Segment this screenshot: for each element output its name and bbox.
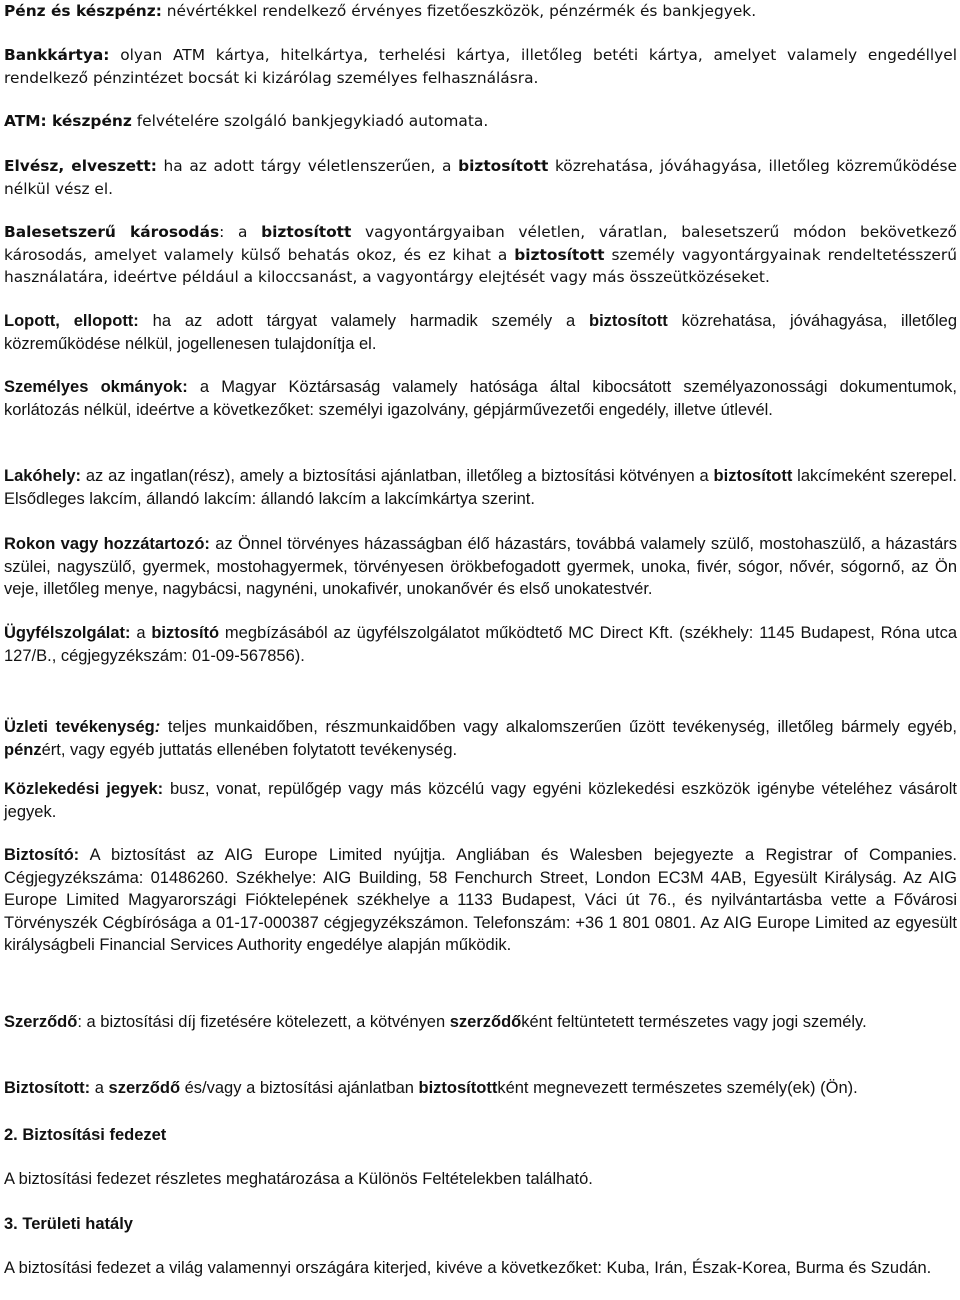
definition-balesetszeru: Balesetszerű károsodás: a biztosított vagyontárgyaiban véletlen, váratlan, balesetszerű módon bekövetkező károsodás, amelyet valamely külső behatás okoz, és ez kihat a biztosított személy vagyontárgyainak rendeltetésszerű használatára, ideértve például a kiloccsanást, a vagyontárgy elejtését vagy más összeütközéseket. <box>4 223 957 286</box>
definition-szerzodo: Szerződő: a biztosítási díj fizetésére kötelezett, a kötvényen szerződőként feltüntetett természetes vagy jogi személy. <box>4 1013 867 1031</box>
definition-rokon: Rokon vagy hozzátartozó: az Önnel törvényes házasságban élő házastárs, továbbá valamely szülő, mostohaszülő, a házastárs szülei, nagyszülő, gyermek, mostohagyermek, törvényesen örökbefogadott gyermek, unoka, fivér, sógor, nővér, sógornő, az Ön veje, illetőleg menye, nagybácsi, nagynéni, unokafivér, unokanővér és első unokatestvér. <box>4 535 958 598</box>
term: Közlekedési jegyek: <box>4 780 164 798</box>
term: Személyes okmányok: <box>4 378 188 396</box>
definition-biztosito: Biztosító: A biztosítást az AIG Europe Limited nyújtja. Angliában és Walesben bejegyezte a Registrar of Companies. Cégjegyzékszáma: 01486260. Székhelye: AIG Building, 58 Fenchurch Street, London EC3M 4AB, Egyesült Királyság. Az AIG Europe Limited Magyarországi Fióktelepének székhelye a 1133 Budapest, Váci út 76., és nyilvántartásba vette a Fővárosi Törvényszék Cégbírósága a 01-17-000387 cégjegyzékszámon. Telefonszám: +36 1 801 0801. Az AIG Europe Limited az egyesült királyságbeli Financial Services Authority engedélye alapján működik. <box>4 846 957 954</box>
definition-lopott: Lopott, ellopott: ha az adott tárgyat valamely harmadik személy a biztosított közrehatása, jóváhagyása, illetőleg közreműködése nélkül, jogellenesen tulajdonítja el. <box>4 312 957 353</box>
term: Biztosított: <box>4 1079 91 1097</box>
term: Biztosító: <box>4 846 80 864</box>
term: Lakóhely: <box>4 467 82 485</box>
definition-ugyfelszolgalat: Ügyfélszolgálat: a biztosító megbízásából az ügyfélszolgálatot működtető MC Direct Kft. (székhely: 1145 Budapest, Róna utca 127/B., cégjegyzékszám: 01-09-567856). <box>4 624 957 665</box>
term: Szerződő <box>4 1013 78 1031</box>
definition-bankkartya: Bankkártya: olyan ATM kártya, hitelkártya, terhelési kártya, illetőleg betéti kártya, amelyet valamely engedéllyel rendelkező pénzintézet bocsát ki kizárólag személyes felhasználásra. <box>4 46 957 87</box>
term: Balesetszerű károsodás <box>4 223 220 241</box>
section-3-heading: 3. Területi hatály <box>4 1215 133 1233</box>
term: Üzleti tevékenység <box>4 718 155 736</box>
definition-okmanyok: Személyes okmányok: a Magyar Köztársaság valamely hatósága által kibocsátott személyazonossági dokumentumok, korlátozás nélkül, ideértve a következőket: személyi igazolvány, gépjárművezetői engedély, illetve útlevél. <box>4 378 957 419</box>
definition-biztositott: Biztosított: a szerződő és/vagy a biztosítási ajánlatban biztosítottként megnevezett természetes személy(ek) (Ön). <box>4 1079 858 1097</box>
definition-uzleti-tevekenyseg: Üzleti tevékenység: teljes munkaidőben, részmunkaidőben vagy alkalomszerűen űzött tevékenység, illetőleg bármely egyéb, pénzért, vagy egyéb juttatás ellenében folytatott tevékenység. <box>4 718 957 759</box>
definition-elvesz: Elvész, elveszett: ha az adott tárgy véletlenszerűen, a biztosított közrehatása, jóváhagyása, illetőleg közreműködése nélkül vész el. <box>4 157 957 198</box>
term: Ügyfélszolgálat: <box>4 624 131 642</box>
term: Bankkártya: <box>4 46 110 64</box>
definition-kozlekedesi-jegyek: Közlekedési jegyek: busz, vonat, repülőgép vagy más közcélú vagy egyéni közlekedési eszközök igénybe vételéhez vásárolt jegyek. <box>4 780 957 821</box>
section-2-heading: 2. Biztosítási fedezet <box>4 1126 167 1144</box>
definition-penz: Pénz és készpénz: névértékkel rendelkező érvényes fizetőeszközök, pénzérmék és bankjegyek. <box>4 2 757 20</box>
term: Rokon vagy hozzátartozó: <box>4 535 210 553</box>
term: ATM: készpénz <box>4 112 132 130</box>
definition-lakohely: Lakóhely: az az ingatlan(rész), amely a biztosítási ajánlatban, illetőleg a biztosítási kötvényen a biztosított lakcímeként szerepel. Elsődleges lakcím, állandó lakcím: állandó lakcím a lakcímkártya szerint. <box>4 467 958 508</box>
term: Pénz és készpénz: <box>4 2 162 20</box>
definition-atm: ATM: készpénz felvételére szolgáló bankjegykiadó automata. <box>4 112 489 130</box>
term: Elvész, elveszett: <box>4 157 157 175</box>
term: Lopott, ellopott: <box>4 312 139 330</box>
section-3-text: A biztosítási fedezet a világ valamennyi országára kiterjed, kivéve a következőket: Kuba, Irán, Észak-Korea, Burma és Szudán. <box>4 1259 932 1277</box>
section-2-text: A biztosítási fedezet részletes meghatározása a Különös Feltételekben található. <box>4 1170 593 1188</box>
